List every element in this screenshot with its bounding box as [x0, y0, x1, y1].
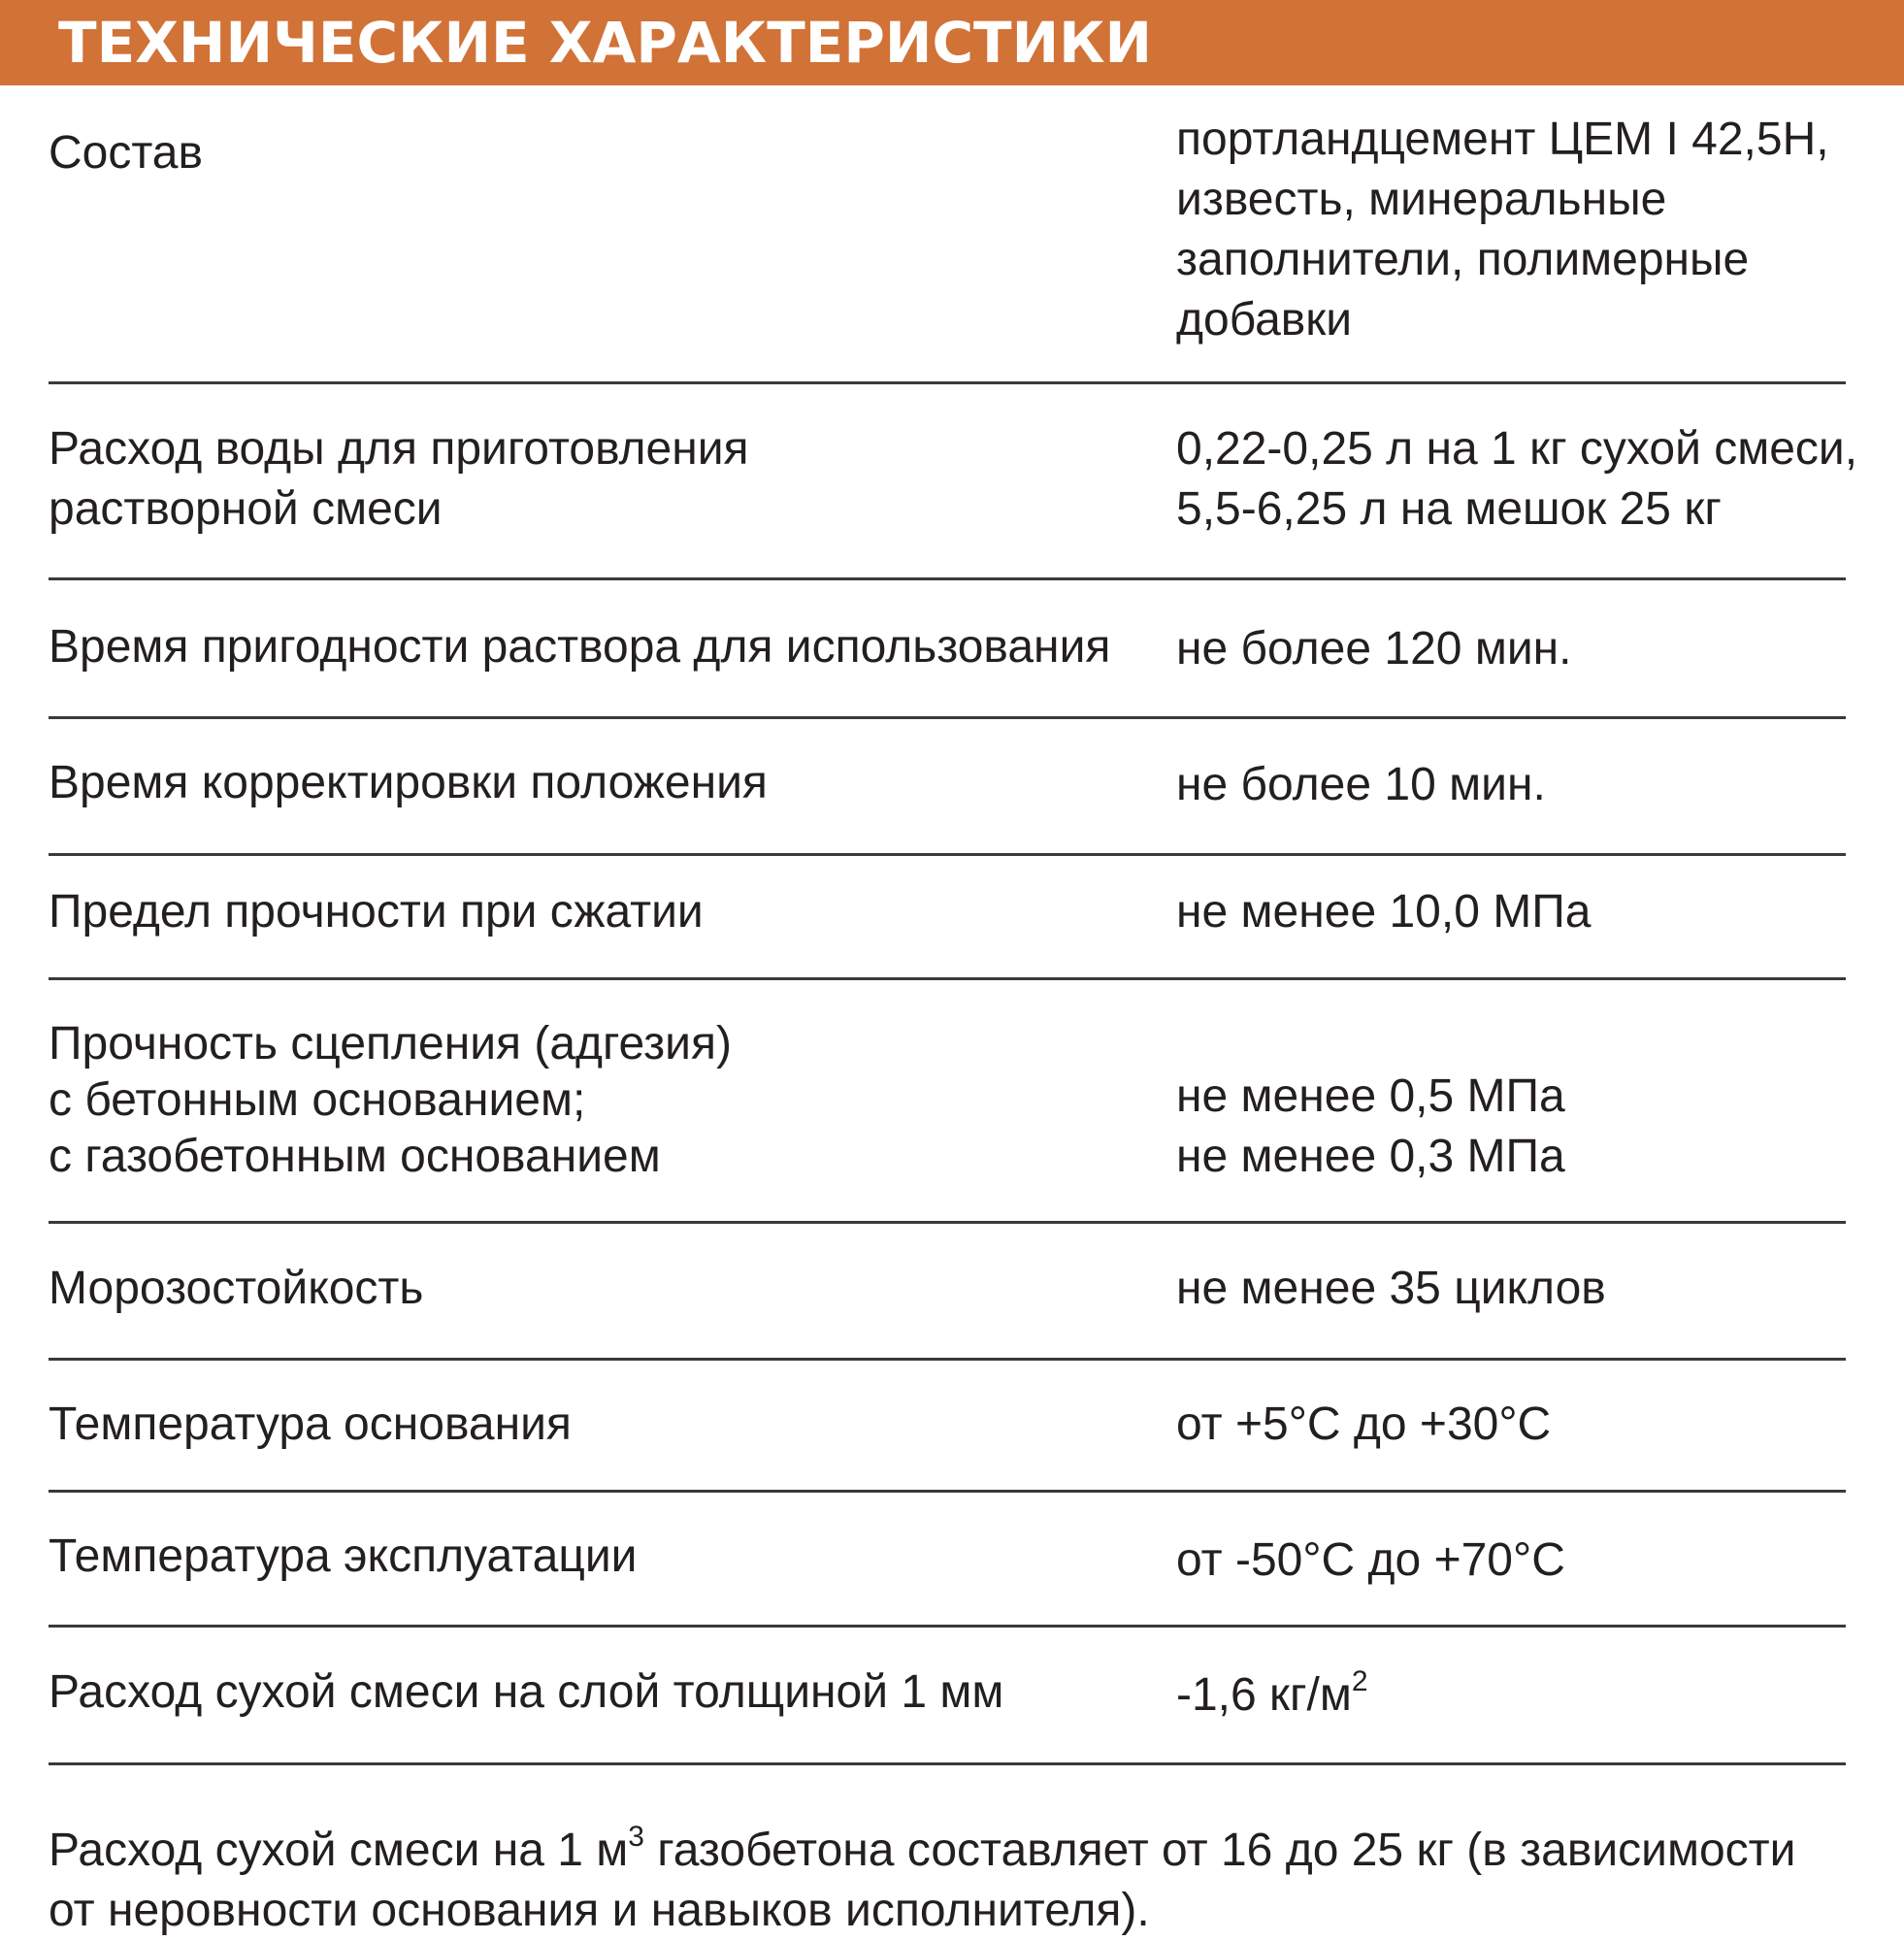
- row-divider: [49, 1221, 1846, 1224]
- spec-label: Расход сухой смеси на слой толщиной 1 мм: [49, 1666, 1004, 1718]
- spec-label: Прочность сцепления (адгезия) с бетонным основанием; с газобетонным основанием: [49, 1018, 732, 1182]
- row-divider: [49, 1762, 1846, 1765]
- row-divider: [49, 716, 1846, 719]
- spec-label: Морозостойкость: [49, 1263, 424, 1314]
- spec-label: Состав: [49, 127, 203, 179]
- spec-label: Время корректировки положения: [49, 757, 768, 808]
- spec-value: не более 10 мин.: [1176, 759, 1546, 810]
- spec-label: Время пригодности раствора для использования: [49, 621, 1111, 673]
- superscript-2: 2: [1351, 1665, 1368, 1697]
- spec-label: Температура основания: [49, 1398, 572, 1450]
- row-divider: [49, 1625, 1846, 1628]
- spec-value: 0,22-0,25 л на 1 кг сухой смеси, 5,5-6,25 л на мешок 25 кг: [1176, 423, 1858, 535]
- spec-value: не более 120 мин.: [1176, 623, 1572, 674]
- consumption-note: Расход сухой смеси на 1 $м^3$ газобетона составляет от 16 до 25 кг (в зависимости от неровности основания и навыков исполнителя).: [49, 1821, 1796, 1936]
- section-title: ТЕХНИЧЕСКИЕ ХАРАКТЕРИСТИКИ: [58, 10, 1153, 76]
- spec-value: не менее 0,5 МПа не менее 0,3 МПа: [1176, 1070, 1565, 1182]
- row-divider: [49, 853, 1846, 856]
- spec-value: от +5°С до +30°С: [1176, 1398, 1552, 1450]
- row-divider: [49, 381, 1846, 384]
- row-divider: [49, 1358, 1846, 1361]
- row-divider: [49, 1490, 1846, 1493]
- superscript-3: 3: [628, 1821, 644, 1853]
- spec-value: -1,6 $кг/м^2$: [1176, 1665, 1368, 1721]
- spec-label: Предел прочности при сжатии: [49, 886, 704, 938]
- spec-value: портландцемент ЦЕМ I 42,5Н, известь, минеральные заполнители, полимерные добавки: [1176, 114, 1829, 345]
- spec-label: Температура эксплуатации: [49, 1530, 638, 1582]
- spec-value: от -50°С до +70°С: [1176, 1534, 1565, 1586]
- spec-value: не менее 10,0 МПа: [1176, 886, 1592, 938]
- spec-label: Расход воды для приготовления растворной смеси: [49, 423, 749, 535]
- row-divider: [49, 977, 1846, 980]
- spec-value: не менее 35 циклов: [1176, 1263, 1606, 1314]
- row-divider: [49, 577, 1846, 580]
